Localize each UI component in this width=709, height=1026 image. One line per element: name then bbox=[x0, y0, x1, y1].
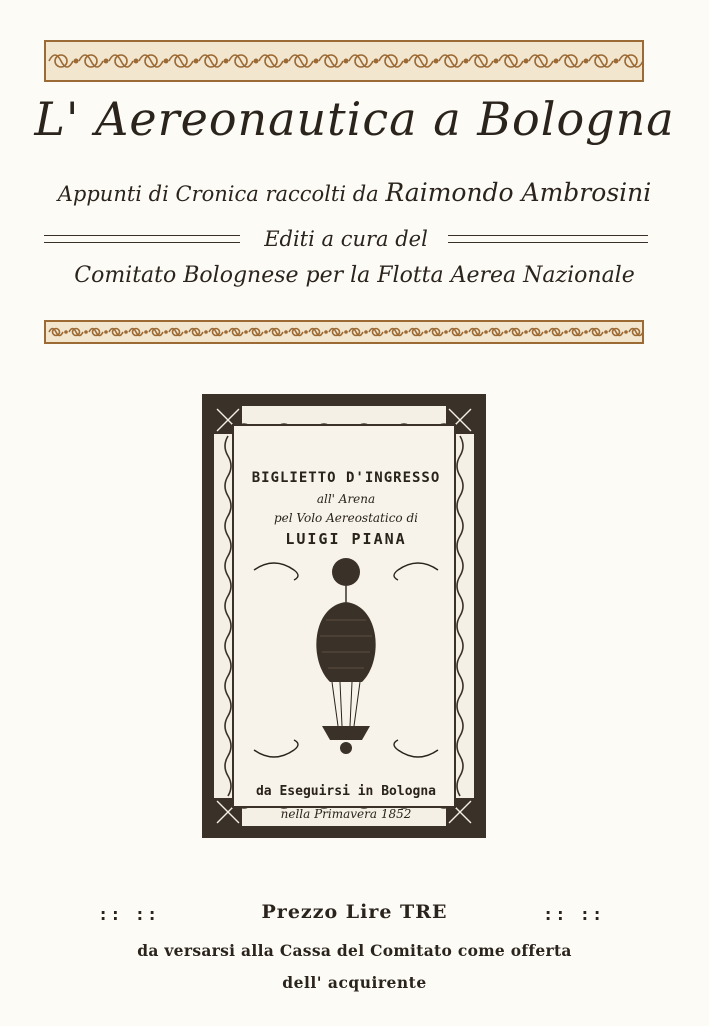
ornament-motif bbox=[349, 55, 379, 67]
right-double-rule bbox=[448, 235, 648, 243]
ornament-motif bbox=[529, 329, 548, 336]
ornament-motif bbox=[469, 55, 499, 67]
ornament-motif bbox=[199, 55, 229, 67]
ornament-motif bbox=[619, 55, 642, 67]
ornament-motif bbox=[269, 329, 288, 336]
ornament-motif bbox=[309, 329, 328, 336]
ornament-motif bbox=[469, 329, 488, 336]
ornament-motif bbox=[249, 329, 268, 336]
ornament-motif bbox=[89, 329, 108, 336]
ornament-motif bbox=[609, 329, 628, 336]
ornament-motif bbox=[79, 55, 109, 67]
ornament-motif bbox=[259, 55, 289, 67]
ticket-inner-panel bbox=[232, 424, 456, 821]
buyer-note: dell' acquirente bbox=[282, 973, 427, 992]
ornament-motif bbox=[169, 329, 188, 336]
ornament-motif bbox=[289, 55, 319, 67]
editor-rule-row bbox=[44, 227, 648, 251]
price-line: Prezzo Lire TRE bbox=[261, 901, 448, 923]
ornament-motif bbox=[589, 329, 608, 336]
bottom-ornament-band bbox=[44, 320, 644, 344]
ornament-motif bbox=[139, 55, 169, 67]
ornament-motif bbox=[49, 55, 79, 67]
ornament-motif bbox=[439, 55, 469, 67]
ornament-motif bbox=[429, 329, 448, 336]
committee-name: Comitato Bolognese per la Flotta Aerea Nazionale bbox=[74, 263, 635, 288]
ornament-motif bbox=[569, 329, 588, 336]
ornament-motif bbox=[289, 329, 308, 336]
author-name: Raimondo Ambrosini bbox=[385, 178, 652, 207]
ticket-heading: BIGLIETTO D'INGRESSO bbox=[251, 470, 441, 486]
ornament-motif bbox=[229, 329, 248, 336]
subtitle-prefix: Appunti di Cronica raccolti da bbox=[57, 182, 379, 206]
ornament-motif bbox=[69, 329, 88, 336]
ornament-motif bbox=[49, 329, 68, 336]
price-row bbox=[0, 901, 709, 935]
ornament-motif bbox=[409, 55, 439, 67]
ornament-motif bbox=[129, 329, 148, 336]
ornament-motif bbox=[409, 329, 428, 336]
ticket-aeronaut-name: LUIGI PIANA bbox=[285, 530, 407, 548]
ticket-location-line: da Eseguirsi in Bologna bbox=[255, 784, 436, 799]
ornament-motif bbox=[589, 55, 619, 67]
book-title: L' Aereonautica a Bologna bbox=[34, 92, 675, 146]
ornament-motif bbox=[109, 329, 128, 336]
ornament-motif bbox=[369, 329, 388, 336]
ornament-motif bbox=[549, 329, 568, 336]
ticket-flight-line: pel Volo Aereostatico di bbox=[273, 511, 418, 525]
ornament-motif bbox=[629, 329, 642, 336]
edited-by-label: Editi a cura del bbox=[264, 227, 428, 251]
ornament-motif bbox=[319, 55, 349, 67]
right-dot-ornament: :: :: bbox=[543, 905, 605, 925]
subtitle bbox=[0, 178, 709, 207]
ornament-motif bbox=[559, 55, 589, 67]
ornament-motif bbox=[149, 329, 168, 336]
ornament-motif bbox=[509, 329, 528, 336]
balloon-illustration bbox=[234, 550, 458, 780]
ticket-date-line: nella Primavera 1852 bbox=[280, 807, 412, 821]
ornament-motif bbox=[499, 55, 529, 67]
ticket-arena-line: all' Arena bbox=[316, 492, 376, 506]
ornament-motif bbox=[109, 55, 139, 67]
ornament-motif bbox=[209, 329, 228, 336]
ornament-motif bbox=[389, 329, 408, 336]
top-ornament-band bbox=[44, 40, 644, 82]
ornament-motif bbox=[349, 329, 368, 336]
ticket-illustration bbox=[202, 394, 486, 838]
payment-note: da versarsi alla Cassa del Comitato come offerta bbox=[137, 941, 572, 960]
ornament-motif bbox=[489, 329, 508, 336]
ornament-motif bbox=[189, 329, 208, 336]
ornament-motif bbox=[229, 55, 259, 67]
ornament-motif bbox=[529, 55, 559, 67]
ornament-motif bbox=[449, 329, 468, 336]
left-dot-ornament: :: :: bbox=[98, 905, 160, 925]
ornament-motif bbox=[379, 55, 409, 67]
ornament-motif bbox=[329, 329, 348, 336]
ornament-motif bbox=[169, 55, 199, 67]
